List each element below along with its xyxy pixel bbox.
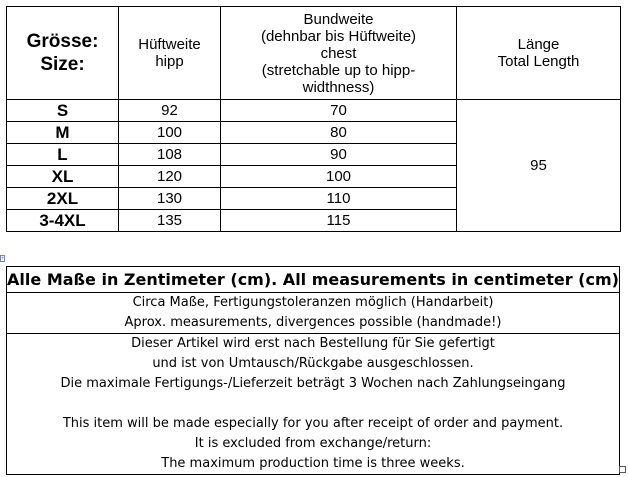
info-approx-line: Aprox. measurements, divergences possible (handmade!) [124, 315, 502, 330]
table-anchor-icon: + [1, 256, 5, 262]
hip-cell: 120 [119, 166, 221, 188]
header-waist-line: (stretchable up to hipp- [261, 61, 416, 79]
header-length-line: Länge [517, 36, 560, 53]
header-hip [119, 7, 221, 100]
info-approx-line: Circa Maße, Fertigungstoleranzen möglich (Handarbeit) [132, 295, 494, 310]
header-length [457, 7, 621, 100]
waist-cell: 90 [221, 144, 457, 166]
waist-cell: 80 [221, 122, 457, 144]
info-order-line-en: The maximum production time is three weeks. [161, 456, 465, 471]
header-waist-line: widthness) [302, 78, 375, 96]
info-approx-cell [7, 293, 620, 334]
waist-cell: 110 [221, 188, 457, 210]
header-size-line: Size: [40, 54, 85, 75]
size-cell: 2XL [7, 188, 119, 210]
size-cell: S [7, 100, 119, 122]
hip-cell: 135 [119, 210, 221, 232]
waist-cell: 115 [221, 210, 457, 232]
header-hip-line: hipp [155, 53, 184, 70]
hip-cell: 92 [119, 100, 221, 122]
hip-cell: 108 [119, 144, 221, 166]
size-cell: L [7, 144, 119, 166]
header-size-line: Grösse: [26, 31, 99, 52]
info-table [6, 266, 620, 475]
header-waist-line: chest [320, 44, 357, 62]
size-cell: XL [7, 166, 119, 188]
info-title: Alle Maße in Zentimeter (cm). All measurements in centimeter (cm) [7, 267, 620, 293]
info-title-row [7, 267, 620, 293]
waist-cell: 70 [221, 100, 457, 122]
info-order-line-de: und ist von Umtausch/Rückgabe ausgeschlossen. [152, 356, 474, 371]
size-table-header-row [7, 7, 621, 100]
size-cell: M [7, 122, 119, 144]
waist-cell: 100 [221, 166, 457, 188]
info-order-line-de: Dieser Artikel wird erst nach Bestellung für Sie gefertigt [131, 336, 495, 351]
header-size [7, 7, 119, 100]
table-row [7, 100, 621, 122]
info-order-line-en: It is excluded from exchange/return: [194, 436, 432, 451]
table-resize-handle[interactable] [619, 466, 626, 473]
header-waist-line: (dehnbar bis Hüftweite) [260, 27, 417, 45]
header-length-line: Total Length [497, 53, 580, 70]
info-order-spacer [7, 394, 619, 414]
info-order-line-en: This item will be made especially for you after receipt of order and payment. [62, 416, 564, 431]
header-waist-line: Bundweite [303, 10, 374, 28]
length-cell: 95 [457, 100, 621, 232]
info-order-cell [7, 334, 620, 475]
header-hip-line: Hüftweite [138, 36, 201, 53]
hip-cell: 100 [119, 122, 221, 144]
size-cell: 3-4XL [7, 210, 119, 232]
header-waist [221, 7, 457, 100]
info-order-row [7, 334, 620, 475]
info-order-line-de: Die maximale Fertigungs-/Lieferzeit beträgt 3 Wochen nach Zahlungseingang [60, 376, 566, 391]
size-table [6, 6, 621, 232]
info-approx-row [7, 293, 620, 334]
hip-cell: 130 [119, 188, 221, 210]
